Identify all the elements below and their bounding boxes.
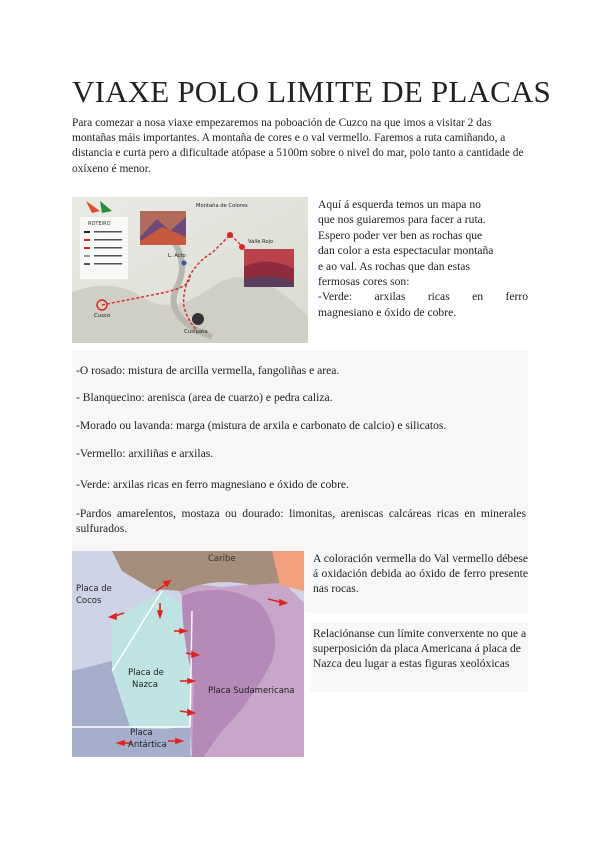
rock-item: -Pardos amarelentos, mostaza ou dourado: limonitas, areniscas calcáreas ricas en minerales sulfurados. — [76, 507, 526, 535]
rock-item: - Blanquecino: arenisca (area de cuarzo) e pedra caliza. — [76, 391, 333, 404]
intro-paragraph: Para comezar a nosa viaxe empezaremos na poboación de Cuzco na que imos a visitar 2 das montañas máis importantes. A montaña de cores e o val vermello. Faremos a ruta camiñando, a distancia e curta pero a dificultade atópase a 5100m sobre o nivel do mar, polo tanto a cantidade de oxíxeno é menor. — [72, 117, 524, 175]
tectonic-plates-map — [72, 551, 304, 757]
valley-marker — [239, 244, 245, 250]
valley-paragraph: A coloración vermella do Val vermello débese á oxidación debida ao óxido de ferro presente nas rocas. — [313, 552, 528, 596]
caribe-label: Caribe — [208, 554, 236, 564]
legend-title: ROTEIRO — [88, 221, 111, 227]
cusipata-marker — [192, 313, 204, 325]
nazca-label-line2: Nazca — [132, 680, 158, 690]
cusipata-label: Cusipata — [184, 329, 208, 335]
rock-item: -O rosado: mistura de arcilla vermella, fangoliñas e area. — [76, 364, 340, 377]
map-line: -Verde: arxilas ricas en ferro — [318, 290, 528, 304]
rock-item: -Vermello: arxiliñas e arxilas. — [76, 447, 214, 460]
map-line: que nos guiaremos para facer a ruta. — [318, 213, 486, 227]
page-title: VIAXE POLO LIMITE DE PLACAS — [72, 74, 551, 109]
cusco-label: Cusco — [94, 313, 111, 319]
map-line: Aquí á esquerda temos un mapa no — [318, 198, 481, 211]
convergent-paragraph: Relaciónanse cun límite converxente no que a superposición da placa Americana á placa de Nazca deu lugar a estas figuras xeolóxicas — [313, 627, 527, 671]
map-description — [318, 197, 528, 320]
cocos-label-line1: Placa de — [76, 584, 112, 594]
sudamericana-label: Placa Sudamericana — [208, 686, 295, 696]
map-line: dan color a esta espectacular montaña — [318, 244, 494, 258]
rock-item: -Verde: arxilas ricas en ferro magnesiano e óxido de cobre. — [76, 478, 349, 491]
map-line: e ao val. As rochas que dan estas — [318, 259, 470, 273]
valley-label: Valle Rojo — [248, 239, 274, 245]
antartica-label-line2: Antártica — [128, 740, 167, 750]
nazca-label-line1: Placa de — [128, 668, 164, 678]
lake-marker — [182, 261, 187, 266]
cocos-label-line2: Cocos — [76, 596, 102, 606]
rock-item: -Morado ou lavanda: marga (mistura de arxila e carbonato de calcio) e silicatos. — [76, 419, 447, 432]
antartica-label-line1: Placa — [130, 728, 153, 738]
route-map-image — [72, 197, 308, 343]
map-line: fermosas cores son: — [318, 275, 410, 289]
mountain-marker — [227, 232, 233, 238]
map-line: magnesiano e óxido de cobre. — [318, 305, 457, 319]
mountain-label: Montaña de Colores — [196, 203, 248, 209]
lake-label: L. Acto — [168, 253, 186, 259]
map-line: Espero poder ver ben as rochas que — [318, 228, 483, 242]
